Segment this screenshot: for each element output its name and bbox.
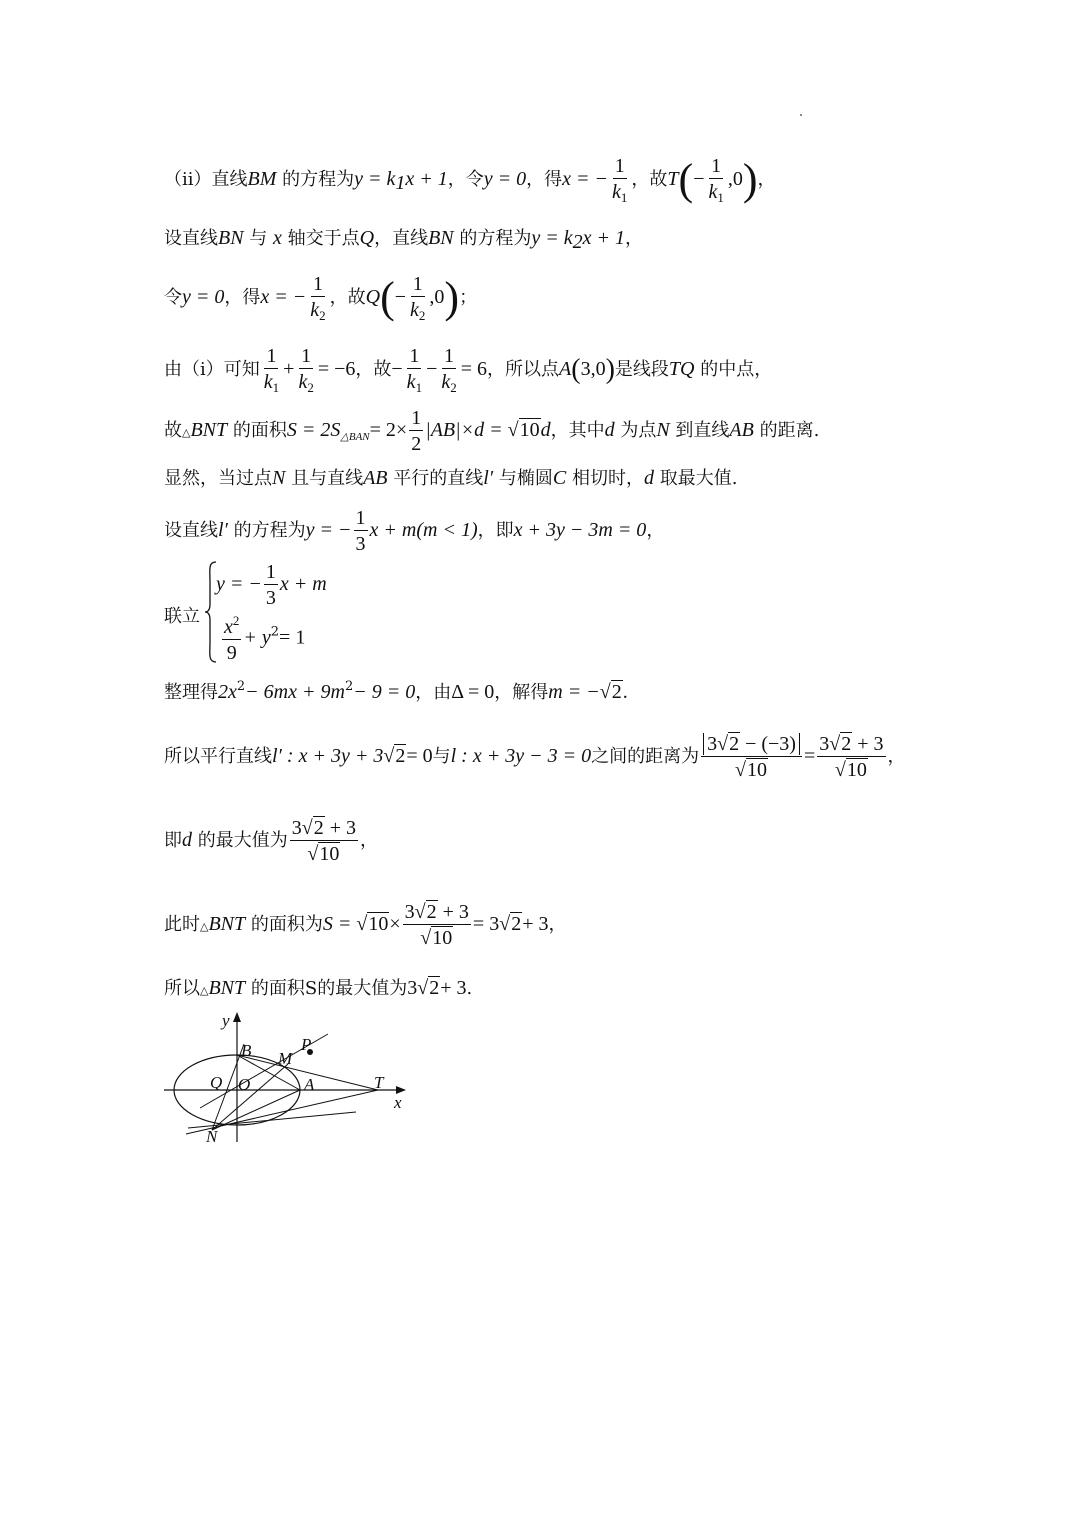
line-tangent-max: 显然，当过点N 且与直线AB 平行的直线l′ 与椭圆C 相切时，d 取最大值.	[164, 467, 738, 489]
ellipse-diagram	[160, 1008, 420, 1148]
label-q: Q	[210, 1073, 223, 1092]
label-b: B	[241, 1041, 252, 1060]
line-midpoint-a: 由（i）可知 $\frac{1}{k_1}$ + $\frac{1}{k_2}$ = −6，故− $\frac{1}{k_1}$ − $\frac{1}{k_2}$ = 6，所以点A(3,0)是线段TQ 的中点，	[164, 345, 773, 395]
line-l-prime-equation: 设直线l′ 的方程为y = − $\frac{1}{3}$ x + m(m < 1)，即x + 3y − 3m = 0，	[164, 507, 665, 555]
y-axis-arrow-icon	[233, 1012, 241, 1022]
line-ii-bm-equation: （ii）直线BM 的方程为$y = k_1x + 1$，令y = 0，得x = − $\frac{1}{k_1}$ ，故T(− $\frac{1}{k_1}$ ,0)，	[164, 155, 776, 205]
label-x: x	[394, 1093, 402, 1112]
line-area-value: 此时△BNT 的面积为S = √10× $\frac{3√2 + 3}{√10}$ = 3√2+ 3，	[164, 901, 567, 949]
label-o: O	[238, 1075, 251, 1094]
line-nm	[212, 1064, 288, 1130]
line-conclusion: 所以△BNT 的面积S的最大值为3√2+ 3.	[164, 977, 473, 999]
line-parallel-distance: 所以平行直线l′ : x + 3y + 3√2= 0与l : x + 3y − 3 = 0之间的距离为 $\frac{3√2 - (-3)}{√10}$ = $\frac{3√2 + 3}{√10}$ ，	[164, 733, 906, 781]
stray-dot	[800, 114, 802, 116]
line-bn-intersect-q: 设直线BN 与 x 轴交于点Q，直线BN 的方程为$y = k_2x + 1$，	[164, 227, 644, 253]
line-q-coordinates: 令y = 0，得x = − $\frac{1}{k_2}$ ，故Q(− $\frac{1}{k_2}$ ,0)；	[164, 273, 478, 323]
label-a: A	[304, 1075, 315, 1094]
label-m: M	[278, 1049, 293, 1068]
label-n: N	[206, 1127, 218, 1146]
label-p: P	[301, 1035, 312, 1054]
line-max-d: 即d 的最大值为 $\frac{3√2 + 3}{√10}$ ，	[164, 817, 378, 865]
line-discriminant: 整理得$2x^2- 6mx + 9m^2- 9 = 0$，由Δ = 0，解得m = −√2.	[164, 679, 628, 703]
line-area-bnt: 故△BNT 的面积$S = 2S_{\triangle BAN}= 2\times$ $\frac{1}{2}$ |AB|×d = √10d，其中d 为点N 到直线AB 的距离.	[164, 407, 820, 455]
label-t: T	[374, 1073, 384, 1092]
label-y: y	[222, 1011, 230, 1030]
